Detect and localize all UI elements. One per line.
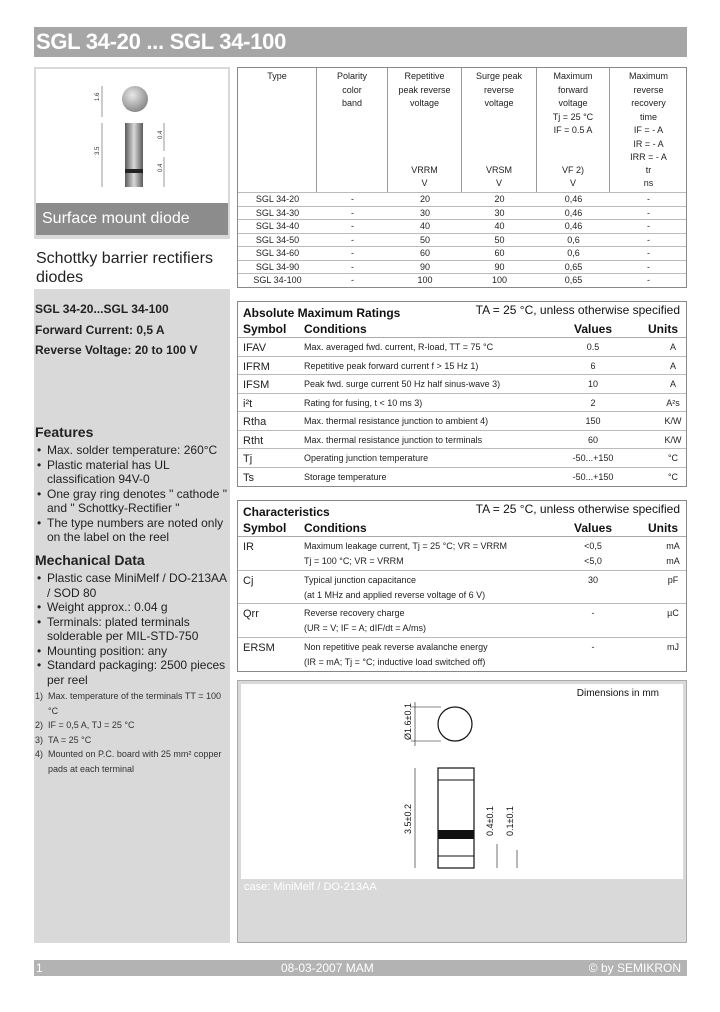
type-cell: 40 — [494, 221, 505, 231]
amr-col-conditions: Conditions — [304, 322, 367, 336]
type-cell: - — [647, 261, 650, 272]
type-cell: SGL 34-50 — [255, 234, 300, 245]
amr-symbol: Rtht — [243, 434, 264, 447]
type-cell: - — [647, 194, 650, 204]
type-cell: 60 — [494, 248, 505, 258]
char-title: Characteristics — [243, 505, 330, 519]
mech-item: • Terminals: plated terminals solderable per MIL-STD-750 — [35, 615, 231, 644]
mech-item: • Mounting position: any — [35, 644, 231, 659]
char-c1: Typical junction capacitance — [304, 574, 417, 585]
char-col-conditions: Conditions — [304, 521, 367, 535]
char-sym: IR — [243, 541, 254, 553]
type-cell: 0,65 — [564, 275, 583, 285]
type-cell: - — [351, 248, 354, 258]
type-table-header — [238, 68, 686, 192]
col-vrsm: Surge peak reverse voltage VRSM V — [462, 68, 537, 192]
amr-symbol: Tj — [243, 453, 253, 465]
mechanical-list — [35, 571, 231, 687]
char-v1: 30 — [587, 574, 598, 585]
footnote: 4) Mounted on P.C. board with 25 mm² copper pads at each terminal — [35, 749, 222, 774]
length-dimension: 3.5±0.2 — [403, 804, 413, 834]
amr-row — [238, 412, 686, 431]
dim-label-3: 3.5 — [95, 146, 101, 155]
char-row — [238, 638, 686, 672]
type-row — [238, 192, 686, 206]
amr-symbol: Rtha — [243, 416, 267, 428]
diameter-dimension: Ø1.6±0.1 — [403, 703, 413, 740]
type-cell: - — [351, 194, 354, 204]
type-table-body — [238, 192, 686, 287]
type-cell: - — [647, 275, 650, 285]
document-title: SGL 34-20 ... SGL 34-100 — [36, 29, 287, 54]
amr-unit: K/W — [664, 416, 682, 426]
footnote: 1) Max. temperature of the terminals TT = 100 °C — [35, 691, 221, 716]
type-row — [238, 219, 686, 233]
char-v2: <5,0 — [584, 556, 602, 566]
amr-symbol: Ts — [243, 471, 254, 484]
amr-condition-text: Storage temperature — [304, 471, 387, 482]
type-cell: - — [647, 207, 650, 218]
amr-value: -50...+150 — [572, 453, 614, 463]
mech-item: • Standard packaging: 2500 pieces per reel — [35, 658, 231, 687]
type-cell: 0,6 — [567, 248, 580, 258]
type-cell: - — [351, 261, 354, 272]
amr-row — [238, 468, 686, 487]
type-cell: 0,6 — [567, 234, 580, 245]
char-c2: (UR = V; IF = A; dIF/dt = A/ms) — [304, 623, 426, 633]
package-outline — [241, 684, 683, 879]
features-heading: Features — [35, 424, 94, 440]
amr-unit: A — [669, 379, 676, 389]
amr-value: 150 — [585, 416, 601, 426]
mech-item: • Plastic case MiniMelf / DO-213AA / SOD 80 — [35, 571, 231, 600]
type-cell: - — [647, 221, 650, 231]
footer-copyright: © by SEMIKRON — [588, 961, 681, 975]
type-row — [238, 260, 686, 274]
page-footer — [34, 960, 687, 976]
amr-unit: °C — [667, 471, 679, 482]
type-cell: 30 — [494, 207, 505, 218]
amr-row — [238, 431, 686, 450]
col-polarity: Polarity color band — [317, 68, 388, 192]
type-cell: - — [351, 275, 354, 285]
amr-body — [238, 338, 686, 486]
amr-title: Absolute Maximum Ratings — [243, 306, 401, 320]
char-u: µC — [667, 608, 679, 618]
amr-row — [238, 449, 686, 468]
col-vrrm: Repetitive peak reverse voltage VRRM V — [388, 68, 462, 192]
char-c2: (at 1 MHz and applied reverse voltage of 6 V) — [304, 589, 486, 600]
page-header — [34, 27, 687, 57]
type-table — [237, 67, 687, 288]
char-v1: <0,5 — [584, 541, 602, 551]
char-col-values: Values — [574, 521, 613, 535]
diode-illustration — [36, 69, 228, 203]
type-cell: 0,65 — [564, 261, 583, 272]
type-cell: SGL 34-90 — [255, 261, 300, 272]
char-v1: - — [591, 641, 595, 652]
amr-value: 2 — [590, 397, 596, 408]
amr-symbol: IFRM — [243, 360, 270, 373]
amr-value: 60 — [587, 434, 598, 445]
char-sym: ERSM — [243, 641, 275, 654]
dimensions-label: Dimensions in mm — [576, 688, 659, 699]
amr-symbol: IFSM — [243, 379, 270, 391]
amr-value: 0.5 — [586, 342, 600, 352]
amr-condition-text: Max. thermal resistance junction to terminals — [304, 434, 483, 445]
char-u: mJ — [667, 641, 679, 652]
type-cell: SGL 34-100 — [253, 275, 302, 285]
char-col-units: Units — [648, 521, 678, 535]
feature-item: • Max. solder temperature: 260°C — [35, 443, 231, 458]
type-cell: SGL 34-60 — [255, 248, 300, 258]
amr-unit: °C — [667, 453, 679, 463]
type-cell: SGL 34-30 — [255, 207, 300, 218]
col-type: Type — [238, 68, 317, 192]
band-dimension: 0.1±0.1 — [505, 806, 515, 836]
char-v1: - — [591, 608, 595, 618]
type-cell: 90 — [494, 261, 505, 272]
cap-dimension: 0.4±0.1 — [485, 806, 495, 836]
spec-part-range: SGL 34-20...SGL 34-100 — [35, 302, 169, 316]
char-condition: TA = 25 °C, unless otherwise specified — [475, 502, 680, 516]
char-c1: Reverse recovery charge — [304, 608, 405, 618]
char-c2: Tj = 100 °C; VR = VRRM — [304, 556, 404, 566]
amr-unit: A — [669, 360, 676, 371]
type-cell: 100 — [491, 275, 508, 285]
type-cell: SGL 34-40 — [255, 221, 300, 231]
char-row — [238, 604, 686, 638]
type-cell: 0,46 — [564, 194, 583, 204]
product-banner: Surface mount diode — [36, 203, 228, 235]
col-trr: Maximum reverse recovery time IF = - A IR = - A IRR = - A tr ns — [628, 71, 668, 188]
amr-col-symbol: Symbol — [243, 322, 287, 336]
type-cell: 0,46 — [564, 207, 583, 218]
col-vf: Maximum forward voltage Tj = 25 °C IF = 0.5 A VF 2) V — [537, 68, 610, 192]
amr-condition-text: Max. averaged fwd. current, R-load, TT = 75 °C — [304, 342, 494, 352]
type-cell: 60 — [419, 248, 430, 258]
amr-condition-text: Rating for fusing, t < 10 ms 3) — [304, 397, 423, 408]
char-body — [238, 537, 686, 671]
dim-label-4: 0.4 — [158, 163, 164, 172]
amr-row — [238, 338, 686, 357]
dim-label-1: 1.6 — [95, 92, 101, 101]
diode-photo — [36, 69, 228, 203]
type-row — [238, 233, 686, 247]
type-cell: 20 — [494, 194, 505, 204]
type-cell: SGL 34-20 — [255, 194, 300, 204]
spec-reverse-voltage: Reverse Voltage: 20 to 100 V — [35, 343, 198, 357]
amr-condition-text: Repetitive peak forward current f > 15 Hz 1) — [304, 360, 479, 371]
type-cell: 90 — [419, 261, 430, 272]
type-cell: 20 — [419, 194, 430, 204]
char-u: mA — [666, 541, 680, 551]
char-row — [238, 537, 686, 571]
amr-value: 6 — [590, 360, 596, 371]
feature-item: • One gray ring denotes " cathode " and " Schottky-Rectifier " — [35, 487, 231, 516]
char-c1: Maximum leakage current, Tj = 25 °C; VR = VRRM — [304, 541, 508, 551]
amr-unit: A — [669, 342, 676, 352]
feature-item: • Plastic material has UL classification 94V-0 — [35, 458, 231, 487]
spec-forward-current: Forward Current: 0,5 A — [35, 323, 165, 337]
feature-item: • The type numbers are noted only on the label on the reel — [35, 516, 231, 545]
footnotes — [35, 689, 225, 776]
type-cell: - — [647, 234, 650, 245]
type-cell: - — [647, 248, 650, 258]
char-u2: mA — [666, 556, 680, 566]
type-cell: - — [351, 234, 354, 245]
type-row — [238, 206, 686, 220]
dim-label-2: 0.4 — [158, 130, 164, 139]
type-cell: 50 — [419, 234, 430, 245]
amr-value: 10 — [587, 379, 598, 389]
amr-col-values: Values — [574, 322, 613, 336]
characteristics — [237, 500, 687, 672]
char-sym: Cj — [243, 574, 254, 587]
absolute-max-ratings — [237, 301, 687, 487]
mech-item: • Weight approx.: 0.04 g — [35, 600, 231, 615]
amr-symbol: i²t — [243, 397, 253, 410]
amr-condition-text: Operating junction temperature — [304, 453, 429, 463]
amr-condition: TA = 25 °C, unless otherwise specified — [475, 303, 680, 317]
page-number: 1 — [36, 961, 43, 975]
char-u: pF — [667, 574, 679, 585]
type-cell: - — [351, 207, 354, 218]
amr-row — [238, 375, 686, 394]
product-subtitle: Schottky barrier rectifiers diodes — [36, 250, 213, 286]
type-row — [238, 273, 686, 287]
char-col-symbol: Symbol — [243, 521, 287, 535]
footnote: 2) IF = 0,5 A, TJ = 25 °C — [35, 720, 135, 730]
char-row — [238, 571, 686, 605]
type-cell: - — [351, 221, 354, 231]
dimension-drawing — [237, 680, 687, 943]
features-list — [35, 443, 231, 545]
type-cell: 0,46 — [564, 221, 583, 231]
char-c2: (IR = mA; Tj = °C; inductive load switched off) — [304, 656, 486, 667]
type-row — [238, 246, 686, 260]
amr-value: -50...+150 — [572, 471, 614, 482]
mechanical-heading: Mechanical Data — [35, 552, 145, 568]
amr-row — [238, 357, 686, 376]
amr-condition-text: Max. thermal resistance junction to ambient 4) — [304, 416, 489, 426]
footnote: 3) TA = 25 °C — [35, 734, 92, 745]
amr-unit: A²s — [666, 397, 680, 408]
case-label: case: MiniMelf / DO-213AA — [244, 881, 377, 893]
type-cell: 50 — [494, 234, 505, 245]
amr-condition-text: Peak fwd. surge current 50 Hz half sinus-wave 3) — [304, 379, 501, 389]
type-cell: 30 — [419, 207, 430, 218]
footer-date: 08-03-2007 MAM — [281, 961, 374, 975]
type-cell: 100 — [417, 275, 433, 285]
amr-col-units: Units — [648, 322, 678, 336]
type-cell: 40 — [419, 221, 430, 231]
left-column — [34, 67, 230, 943]
char-c1: Non repetitive peak reverse avalanche energy — [304, 641, 488, 652]
amr-symbol: IFAV — [243, 342, 267, 354]
amr-unit: K/W — [664, 434, 682, 445]
char-sym: Qrr — [243, 608, 259, 620]
amr-row — [238, 394, 686, 413]
